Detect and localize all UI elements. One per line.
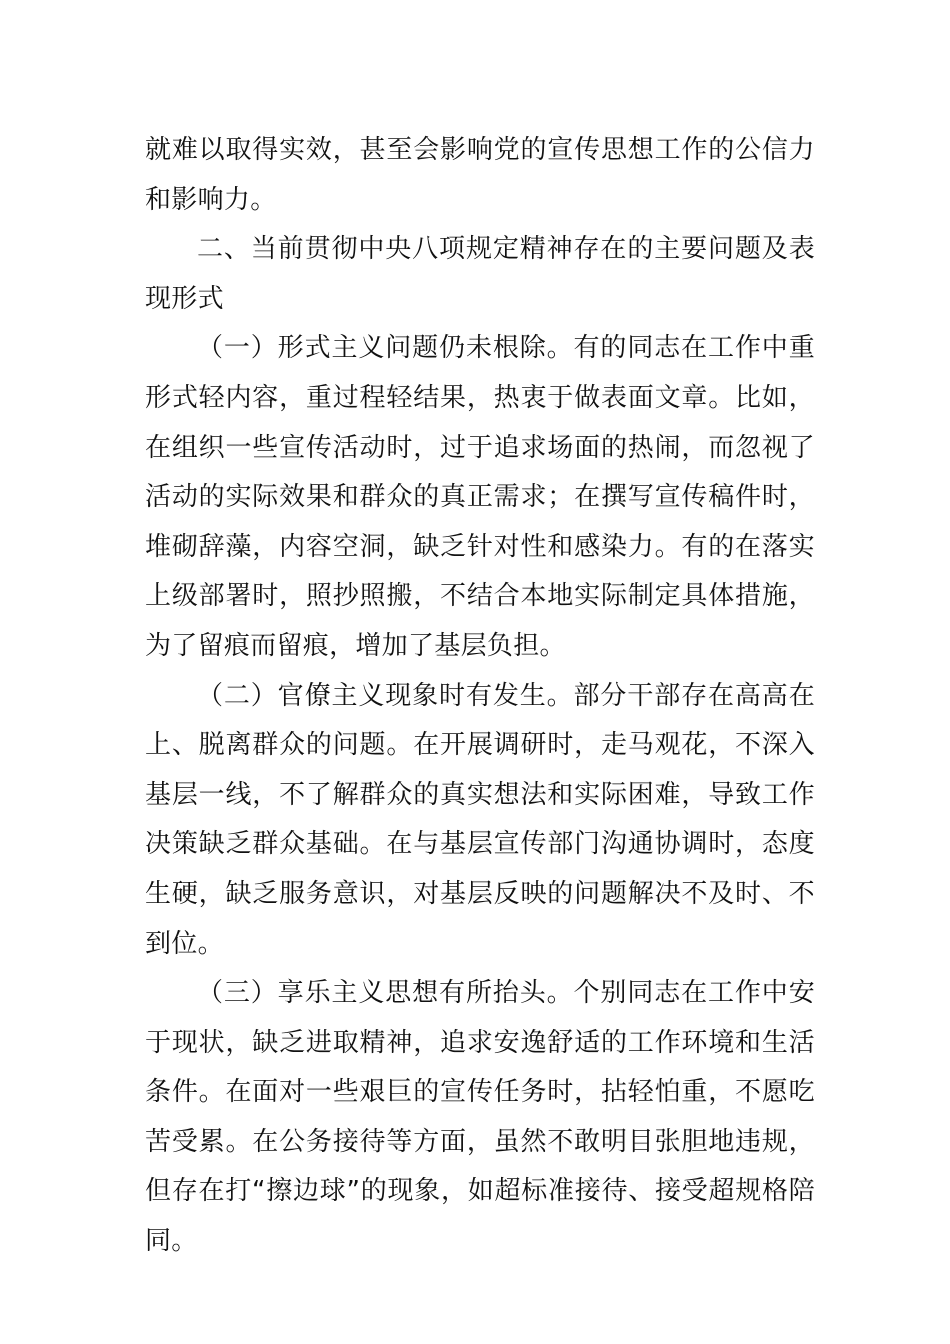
document-body [145, 126, 815, 1267]
paragraph-hedonism: （三）享乐主义思想有所抬头。个别同志在工作中安于现状，缺乏进取精神，追求安逸舒适的工作环境和生活条件。在面对一些艰巨的宣传任务时，拈轻怕重，不愿吃苦受累。在公务接待等方面，虽然不敢明目张胆地违规，但存在打“擦边球”的现象，如超标准接待、接受超规格陪同。 [145, 978, 815, 1257]
paragraph-bureaucratism: （二）官僚主义现象时有发生。部分干部存在高高在上、脱离群众的问题。在开展调研时，走马观花，不深入基层一线，不了解群众的真实想法和实际困难，导致工作决策缺乏群众基础。在与基层宣传部门沟通协调时，态度生硬，缺乏服务意识，对基层反映的问题解决不及时、不到位。 [145, 680, 815, 959]
section-heading: 二、当前贯彻中央八项规定精神存在的主要问题及表现形式 [145, 234, 815, 314]
paragraph-continuation: 就难以取得实效，甚至会影响党的宣传思想工作的公信力和影响力。 [145, 135, 815, 215]
paragraph-formalism: （一）形式主义问题仍未根除。有的同志在工作中重形式轻内容，重过程轻结果，热衷于做表面文章。比如，在组织一些宣传活动时，过于追求场面的热闹，而忽视了活动的实际效果和群众的真正需求；在撰写宣传稿件时，堆砌辞藻，内容空洞，缺乏针对性和感染力。有的在落实上级部署时，照抄照搬，不结合本地实际制定具体措施，为了留痕而留痕，增加了基层负担。 [145, 333, 815, 661]
